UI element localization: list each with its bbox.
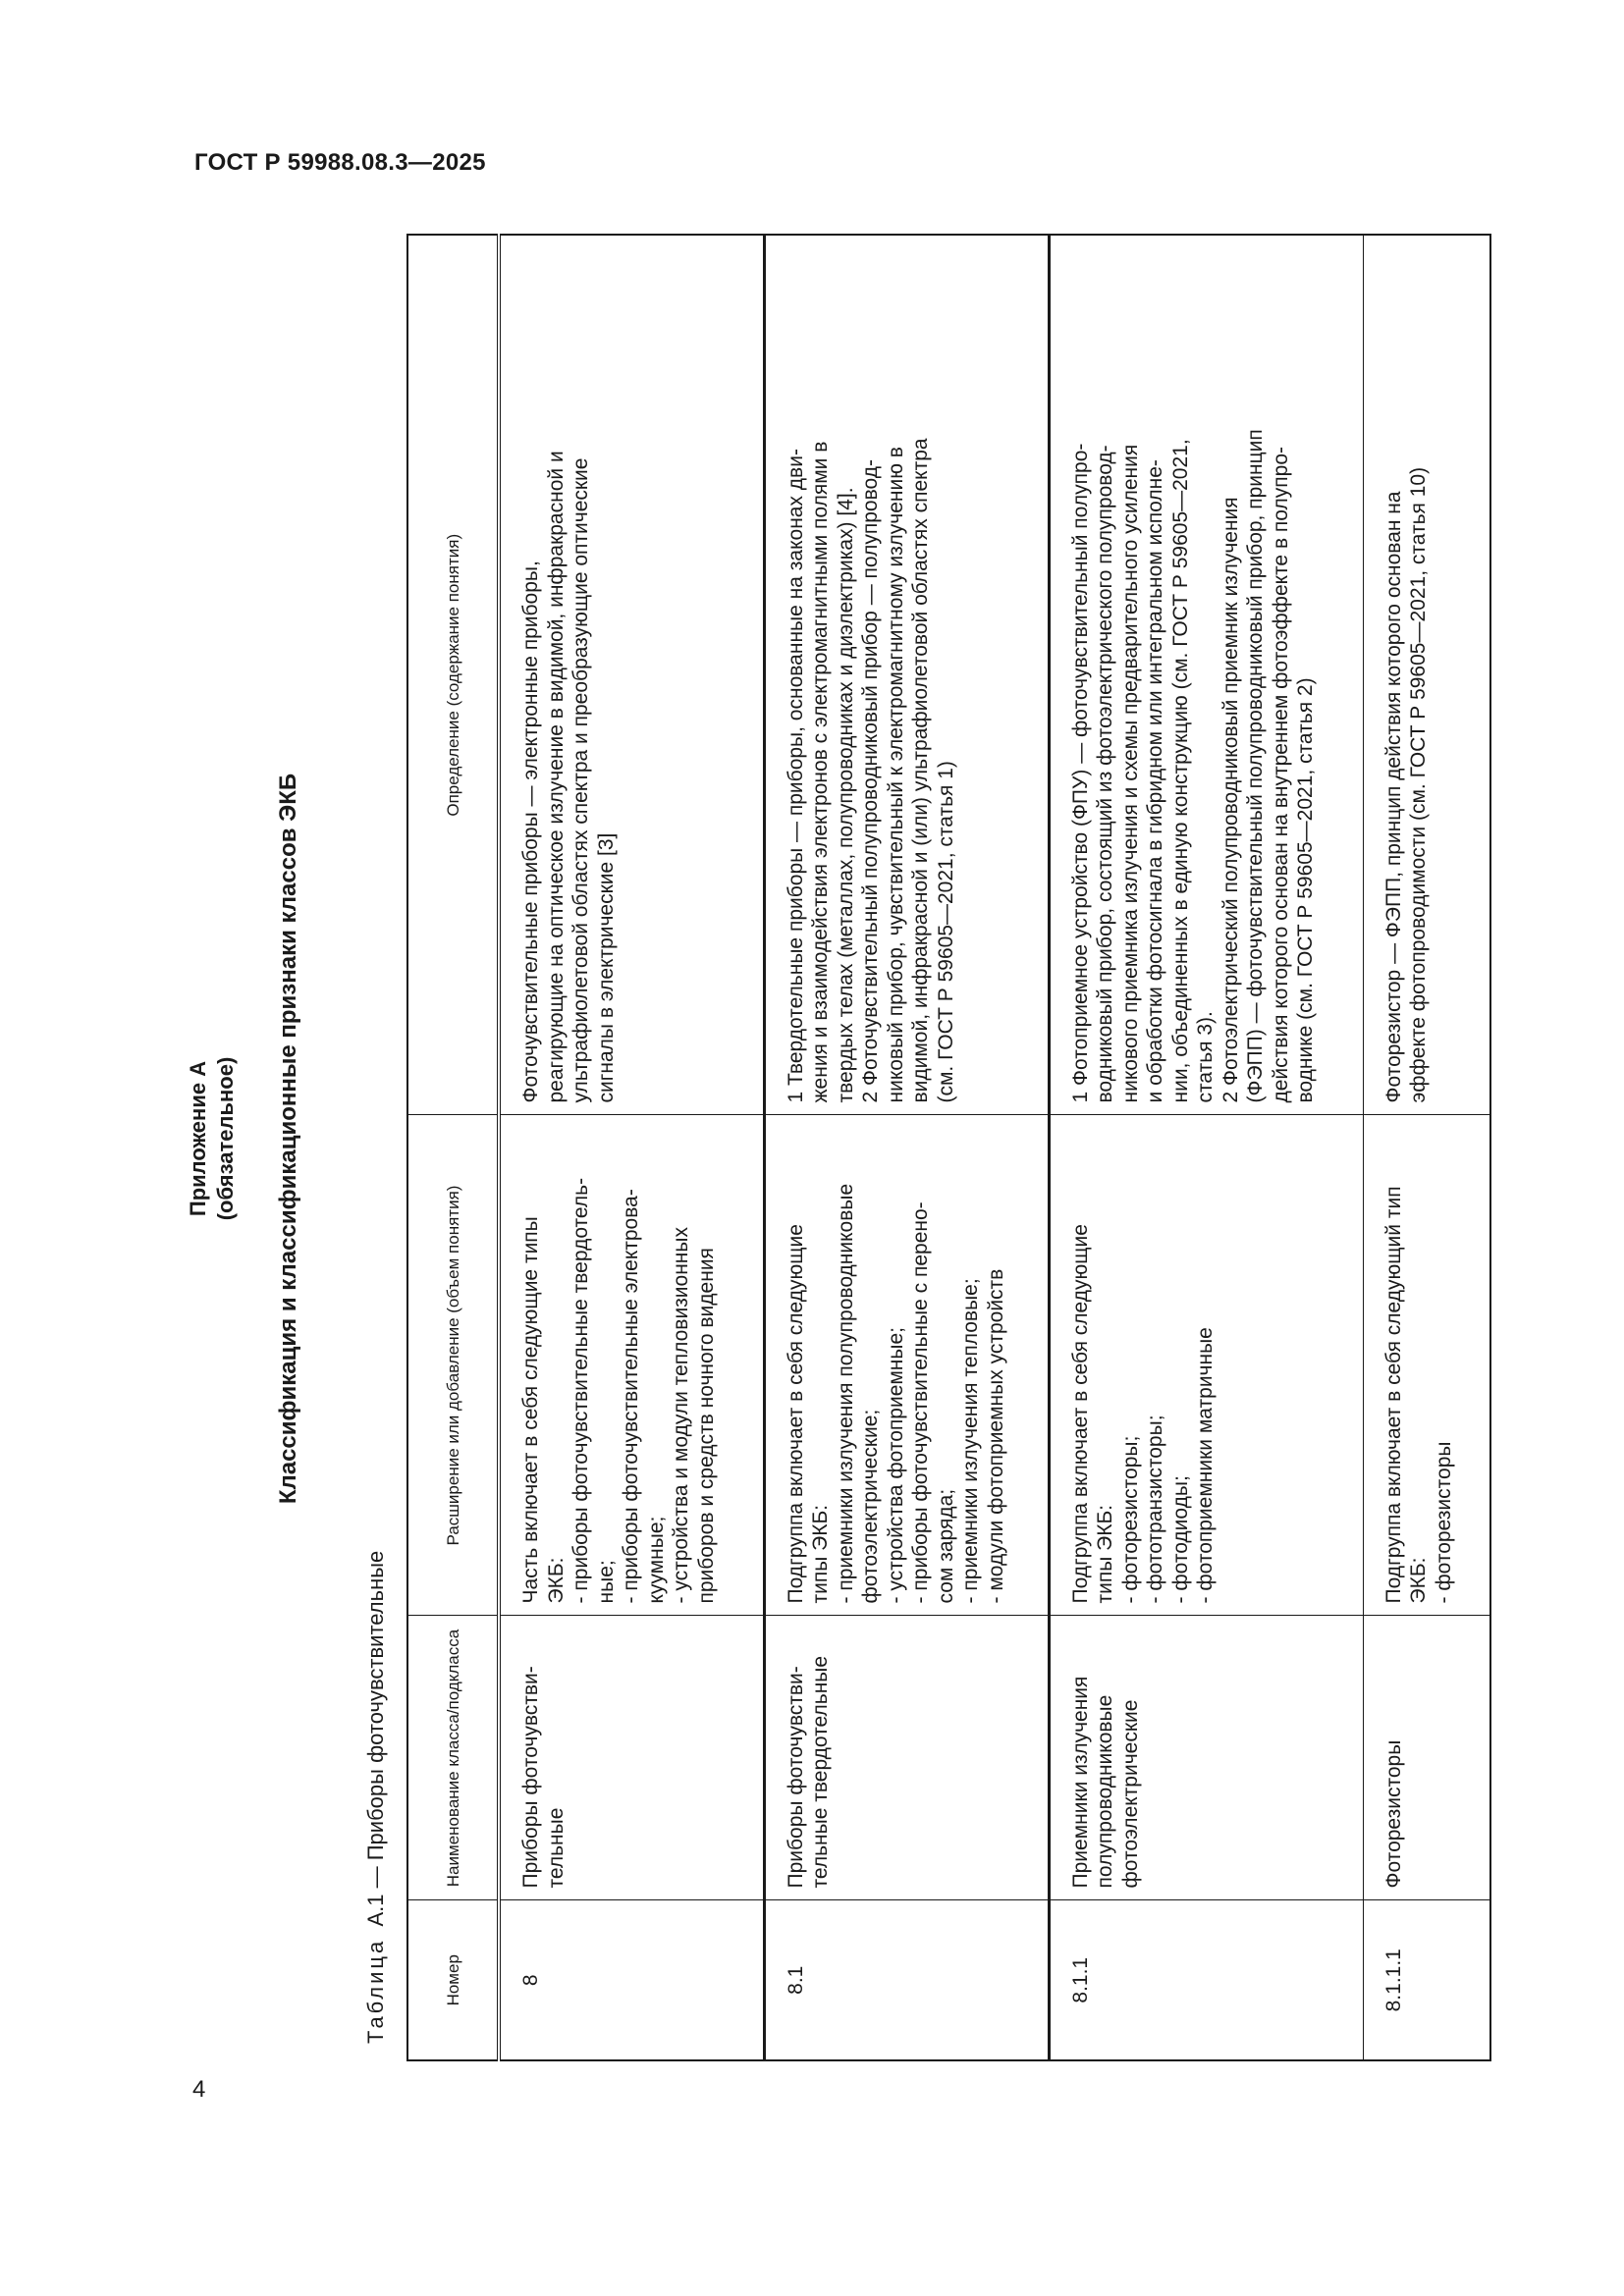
classification-table [406,234,1491,2061]
cell-number: 8.1 [764,1900,1049,2060]
document-header: ГОСТ Р 59988.08.3—2025 [194,149,486,176]
cell-extension: Подгруппа включает в себя следующий тип ЭКБ: - фоторезисторы [1363,1115,1490,1616]
rotated-content [177,216,1453,2061]
table-row [1363,235,1490,2060]
table-caption-prefix: Таблица [363,1938,388,2044]
cell-definition: Фоточувствительные приборы — электронные приборы, реагирующие на оптическое излучение в видимой, инфракрасной и ультрафиолетовой областях спектра и преобразующие оптические сигналы в электрические [3] [499,235,764,1115]
cell-number: 8 [499,1900,764,2060]
cell-name: Приемники излучения полупроводниковые фотоэлектрические [1049,1616,1363,1900]
cell-definition: 1 Твердотельные приборы — приборы, основанные на законах дви- жения и взаимодействия электронов с электромагнитными полями в твердых телах (металлах, полупроводниках и диэлектриках) [4]. 2 Фоточувствительный полупроводниковый прибор — полупровод- никовый прибор, чувствительный к электромагнитному излучению в видимой, инфракрасной и (или) ультрафиолетовой областях спектра (см. ГОСТ Р 59605—2021, статья 1) [764,235,1049,1115]
section-title: Классификация и классификационные признаки классов ЭКБ [275,773,301,1505]
cell-extension: Часть включает в себя следующие типы ЭКБ: - приборы фоточувствительные твердотель- ные; - приборы фоточувствительные электрова- куумные; - устройства и модули тепловизионных приборов и средств ночного видения [499,1115,764,1616]
column-header-definition: Определение (содержание понятия) [407,235,499,1115]
table-caption-text: А.1 — Приборы фоточувствительные [363,1550,388,1927]
table-caption [363,1551,389,2044]
page-number: 4 [192,2076,206,2103]
cell-number: 8.1.1 [1049,1900,1363,2060]
cell-definition: 1 Фотоприемное устройство (ФПУ) — фоточувствительный полупро- водниковый прибор, состоящий из фотоэлектрического полупровод- никового приемника излучения и схемы предварительного усиления и обработки фотосигнала в гибридном или интегральном исполне- нии, объединенных в единую конструкцию (см. ГОСТ Р 59605—2021, статья 3). 2 Фотоэлектрический полупроводниковый приемник излучения (ФЭПП) — фоточувствительный полупроводниковый прибор, принцип действия которого основан на внутреннем фотоэффекте в полупро- воднике (см. ГОСТ Р 59605—2021, статья 2) [1049,235,1363,1115]
cell-name: Приборы фоточувстви- тельные [499,1616,764,1900]
table-header-row [407,235,499,2060]
cell-number: 8.1.1.1 [1363,1900,1490,2060]
column-header-number: Номер [407,1900,499,2060]
appendix-title: Приложение А [186,1060,210,1217]
table-row [499,235,764,2060]
cell-definition: Фоторезистор — ФЭПП, принцип действия которого основан на эффекте фотопроводимости (см. ГОСТ Р 59605—2021, статья 10) [1363,235,1490,1115]
appendix-heading [185,216,240,2061]
table-row [1049,235,1363,2060]
cell-extension: Подгруппа включает в себя следующие типы ЭКБ: - фоторезисторы; - фототранзисторы; - фотодиоды; - фотоприемники матричные [1049,1115,1363,1616]
column-header-name: Наименование класса/подкласса [407,1616,499,1900]
column-header-extension: Расширение или добавление (объем понятия) [407,1115,499,1616]
appendix-status: (обязательное) [213,1056,238,1221]
cell-name: Фоторезисторы [1363,1616,1490,1900]
table-row [764,235,1049,2060]
cell-extension: Подгруппа включает в себя следующие типы ЭКБ: - приемники излучения полупроводниковые фотоэлектрические; - устройства фотоприемные; - приборы фоточувствительные с перено- сом заряда; - приемники излучения тепловые; - модули фотоприемных устройств [764,1115,1049,1616]
cell-name: Приборы фоточувстви- тельные твердотельные [764,1616,1049,1900]
